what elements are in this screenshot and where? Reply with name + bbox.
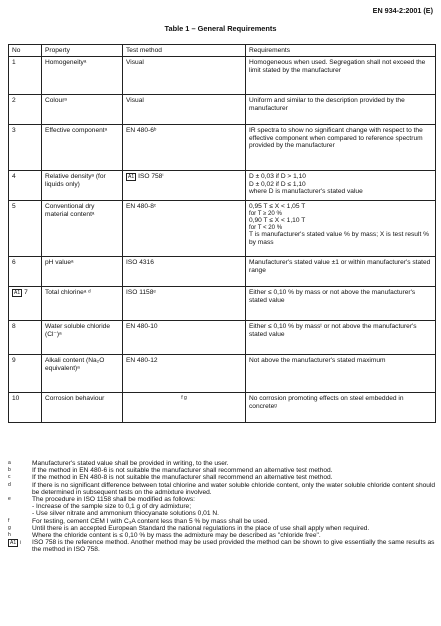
footnote (8, 474, 436, 481)
row-method: EN 480-8ᶜ (123, 201, 246, 257)
amendment-marker-icon: A1 (10, 540, 17, 547)
footnote-mark (8, 539, 32, 553)
table-row (9, 393, 436, 423)
requirements-table (8, 44, 436, 423)
row-property: Effective componentᵃ (42, 125, 123, 171)
table-row (9, 171, 436, 201)
table-row (9, 201, 436, 257)
requirement-line: D ± 0,02 if D ≤ 1,10 (249, 180, 306, 188)
amendment-marker-icon: A1 (14, 290, 21, 297)
row-no: 10 (9, 393, 42, 423)
footnote-mark: g (8, 524, 11, 531)
row-requirement: Manufacturer's stated value ±1 or within manufacturer's stated range (246, 257, 436, 287)
row-requirement: Not above the manufacturer's stated maximum (246, 355, 436, 393)
table-header-row (9, 45, 436, 57)
requirement-line: where D is manufacturer's stated value (249, 188, 363, 196)
table-row (9, 125, 436, 171)
row-method: EN 480-6ᵇ (123, 125, 246, 171)
footnotes (8, 460, 436, 554)
footnote-mark (8, 510, 32, 517)
footnote (8, 496, 436, 503)
footnote-mark: h (8, 532, 11, 539)
row-requirement: Uniform and similar to the description provided by the manufacturer (246, 95, 436, 125)
footnote-text: If there is no significant difference between total chlorine and water soluble chloride content, only the water soluble chloride content should be determined in subsequent tests on the admixture involved. (32, 481, 436, 496)
footnote-text: The procedure in ISO 1158 shall be modified as follows: (32, 496, 195, 504)
requirement-line: for T ≥ 20 % (249, 209, 282, 217)
footnote-text: Manufacturer's stated value shall be provided in writing, to the user. (32, 460, 229, 467)
footnote-text: - Use silver nitrate and ammonium thiocyanate solutions 0,01 N. (32, 510, 219, 518)
footnote-text: If the method in EN 480-6 is not suitable the manufacturer shall recommend an alternative test method. (32, 467, 333, 475)
requirement-line: T is manufacturer's stated value % by mass; X is test result % by mass (249, 231, 429, 246)
footnote (8, 532, 436, 539)
footnote-text: Where the chloride content is ≤ 0,10 % by mass the admixture may be described as "chloride free". (32, 532, 321, 540)
row-requirement (246, 201, 436, 257)
footnote-text: For testing, cement CEM I with C₃A content less than 5 % by mass shall be used. (32, 517, 270, 525)
row-no (9, 287, 42, 321)
table-row (9, 321, 436, 355)
row-property: Alkali content (Na₂O equivalent)ᵃ (42, 355, 123, 393)
amendment-marker-icon: A1 (128, 174, 135, 181)
row-method: ISO 1158ᵉ (123, 287, 246, 321)
table-caption: Table 1 – General Requirements (164, 24, 277, 33)
footnote-text: ISO 758 is the reference method. Another method may be used provided the method can be shown to give essentially the same results as the method in ISO 758. (32, 539, 435, 554)
footnote-text: - Increase of the sample size to 0,1 g of dry admixture; (32, 503, 192, 511)
footnote-mark: f (8, 517, 10, 524)
header-requirements: Requirements (246, 45, 436, 57)
footnote-text: Until there is an accepted European Standard the national regulations in the place of use shall apply when required. (32, 524, 370, 532)
footnote (8, 503, 436, 510)
row-property: Colourᵃ (42, 95, 123, 125)
row-method-text: ISO 758ⁱ (138, 173, 164, 181)
row-property: Conventional dry material contentᵃ (42, 201, 123, 257)
table-row (9, 287, 436, 321)
footnote-mark (8, 503, 32, 510)
footnote-mark: a (8, 460, 11, 466)
row-property: Homogeneityᵃ (42, 57, 123, 95)
footnote-text: If the method in EN 480-8 is not suitable the manufacturer shall recommend an alternative test method. (32, 474, 333, 482)
row-requirement (246, 171, 436, 201)
row-no: 6 (9, 257, 42, 287)
row-no: 9 (9, 355, 42, 393)
footnote (8, 482, 436, 496)
footnote (8, 539, 436, 553)
header-test-method: Test method (123, 45, 246, 57)
footnote (8, 518, 436, 525)
table-row (9, 57, 436, 95)
footnote (8, 460, 436, 467)
row-no: 3 (9, 125, 42, 171)
document-code: EN 934-2:2001 (E) (372, 6, 433, 15)
footnote-mark: c (8, 474, 11, 481)
footnote (8, 525, 436, 532)
row-method: EN 480-10 (123, 321, 246, 355)
row-no-text: 7 (24, 289, 28, 297)
row-requirement: Either ≤ 0,10 % by massᵗ or not above the manufacturer's stated value (246, 321, 436, 355)
row-method (123, 171, 246, 201)
requirement-line: 0,90 T ≤ X < 1,10 T (249, 217, 306, 225)
row-no: 2 (9, 95, 42, 125)
row-method: f g (123, 393, 246, 423)
row-property: Corrosion behaviour (42, 393, 123, 423)
row-method: Visual (123, 57, 246, 95)
row-property: Total chlorineᵃ ᵈ (42, 287, 123, 321)
header-property: Property (42, 45, 123, 57)
footnote (8, 467, 436, 474)
table-row (9, 257, 436, 287)
row-no: 4 (9, 171, 42, 201)
footnote-mark: e (8, 496, 11, 503)
row-property: Relative densityᵃ (for liquids only) (42, 171, 123, 201)
row-no: 5 (9, 201, 42, 257)
row-method: Visual (123, 95, 246, 125)
row-method: ISO 4316 (123, 257, 246, 287)
footnote-mark: d (8, 481, 11, 488)
row-property: pH valueᵃ (42, 257, 123, 287)
requirement-line: D ± 0,03 if D > 1,10 (249, 173, 306, 181)
row-property: Water soluble chloride (Cl⁻)ᵃ (42, 321, 123, 355)
row-no: 1 (9, 57, 42, 95)
row-requirement: No corrosion promoting effects on steel embedded in concreteᵍ (246, 393, 436, 423)
row-requirement: Either ≤ 0,10 % by mass or not above the manufacturer's stated value (246, 287, 436, 321)
table-row (9, 95, 436, 125)
row-requirement: Homogeneous when used. Segregation shall not exceed the limit stated by the manufacturer (246, 57, 436, 95)
requirement-line: 0,95 T ≤ X < 1,05 T (249, 203, 306, 211)
row-no: 8 (9, 321, 42, 355)
footnote-mark: b (8, 467, 11, 474)
footnote-mark-text: i (20, 540, 22, 547)
table-row (9, 355, 436, 393)
footnote (8, 510, 436, 517)
requirement-line: for T < 20 % (249, 223, 283, 231)
row-requirement: IR spectra to show no significant change with respect to the effective component when compared to reference spectrum provided by the manufacturer (246, 125, 436, 171)
header-no: No (9, 45, 42, 57)
row-method: EN 480-12 (123, 355, 246, 393)
